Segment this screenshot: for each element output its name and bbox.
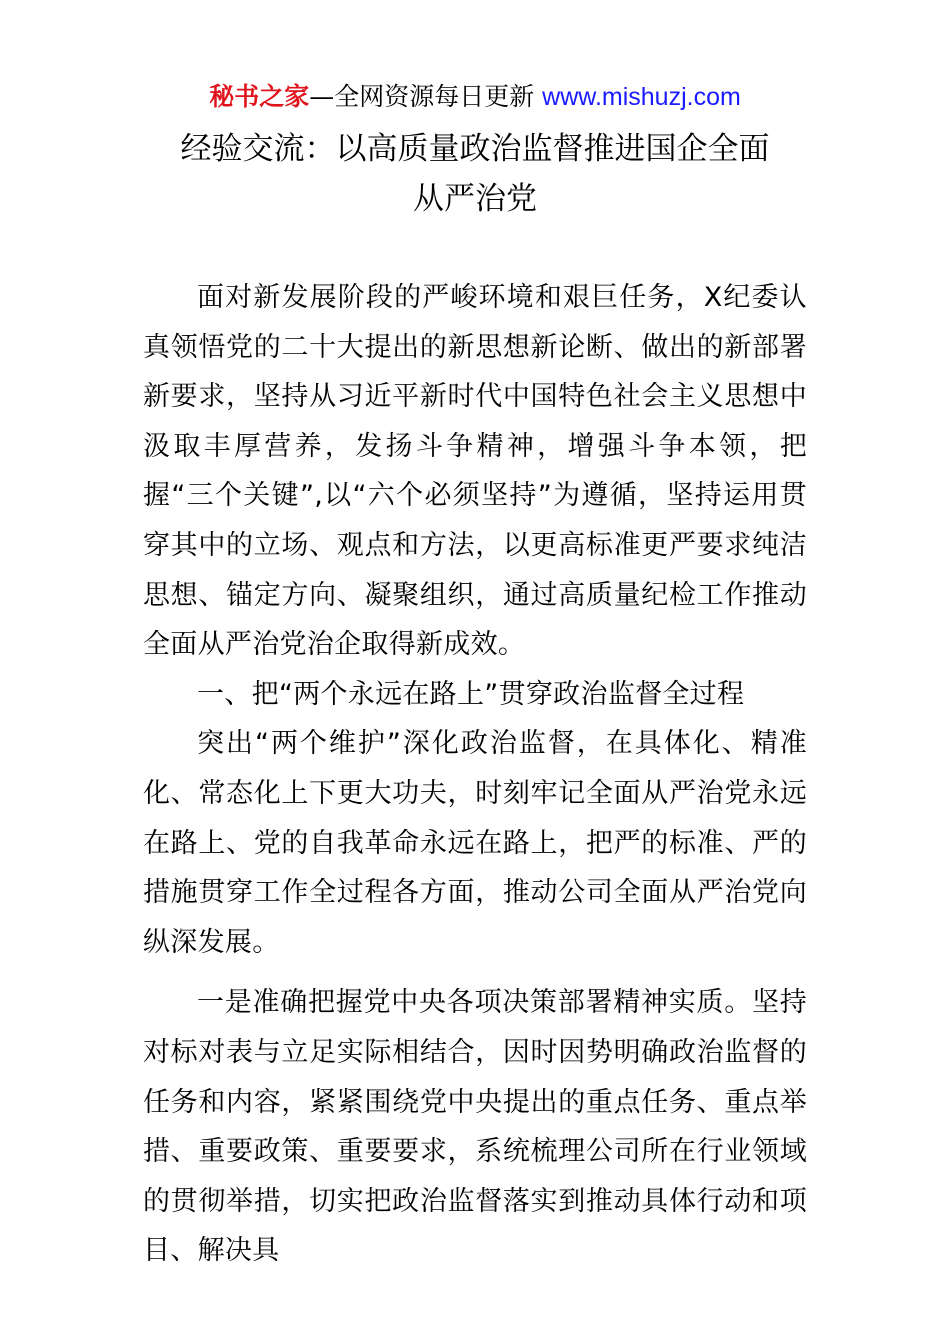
- site-url-link[interactable]: www.mishuzj.com: [542, 83, 741, 111]
- title-line-1: 经验交流：以高质量政治监督推进国企全面: [180, 131, 770, 167]
- paragraph-section-1: 突出“两个维护”深化政治监督，在具体化、精准化、常态化上下更大功夫，时刻牢记全面从严治党永远在路上、党的自我革命永远在路上，把严的标准、严的措施贯穿工作全过程各方面，推动公司全面从严治党向纵深发展。: [143, 728, 807, 958]
- paragraph-intro: 面对新发展阶段的严峻环境和艰巨任务，X纪委认真领悟党的二十大提出的新思想新论断、做出的新部署新要求，坚持从习近平新时代中国特色社会主义思想中汲取丰厚营养，发扬斗争精神，增强斗争本领，把握“三个关键”,以“六个必须坚持”为遵循，坚持运用贯穿其中的立场、观点和方法，以更高标准更严要求纯洁思想、锚定方向、凝聚组织，通过高质量纪检工作推动全面从严治党治企取得新成效。: [143, 282, 807, 661]
- section-heading-1: 一、把“两个永远在路上”贯穿政治监督全过程: [197, 678, 745, 710]
- site-brand: 秘书之家: [209, 82, 310, 111]
- document-title: [0, 124, 950, 224]
- document-body: [143, 273, 807, 1276]
- title-line-2: 从严治党: [413, 181, 537, 217]
- site-tagline: —全网资源每日更新: [309, 82, 543, 111]
- paragraph-point-1: 一是准确把握党中央各项决策部署精神实质。坚持对标对表与立足实际相结合，因时因势明确政治监督的任务和内容，紧紧围绕党中央提出的重点任务、重点举措、重要政策、重要要求，系统梳理公司所在行业领域的贯彻举措，切实把政治监督落实到推动具体行动和项目、解决具: [143, 987, 807, 1267]
- site-banner: [0, 80, 950, 114]
